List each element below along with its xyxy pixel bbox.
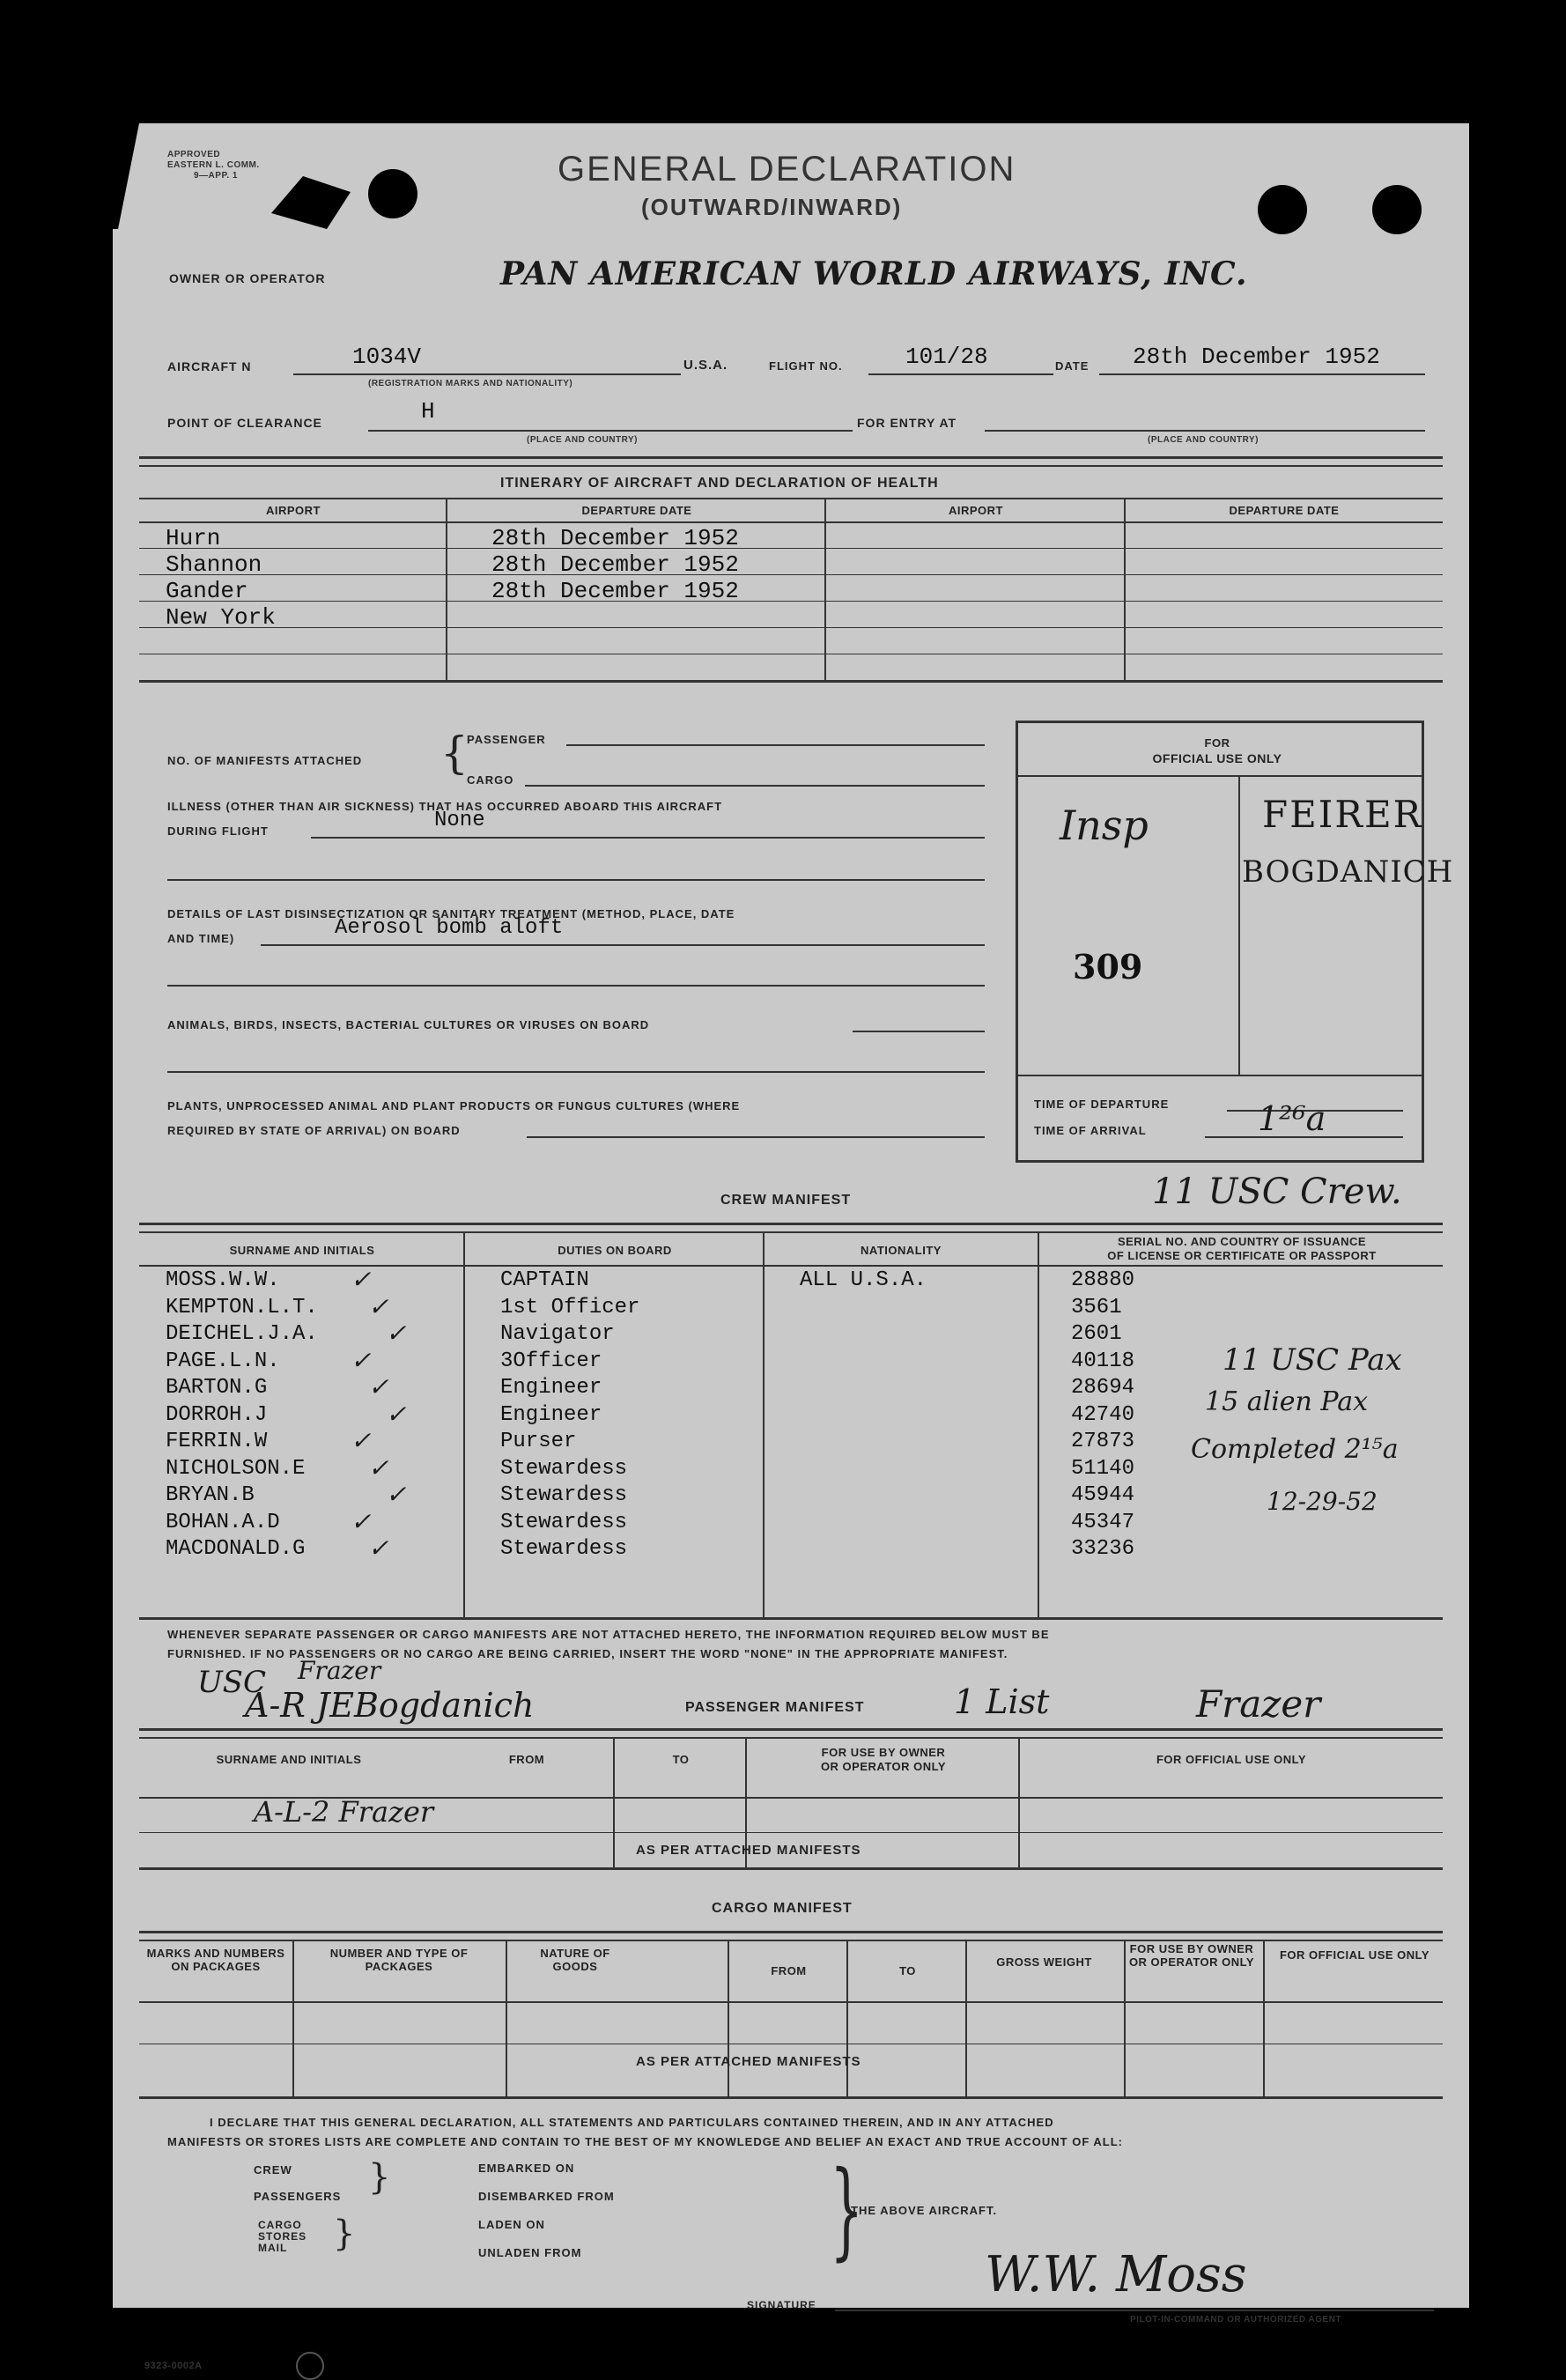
aircraft-line bbox=[293, 373, 681, 375]
crew-check-2: ✓ bbox=[368, 1292, 389, 1321]
crew-col-serial-1: SERIAL NO. AND COUNTRY OF ISSUANCE bbox=[1117, 1235, 1367, 1248]
signature-line bbox=[835, 2310, 1434, 2311]
cargo-header-bottom bbox=[139, 2001, 1443, 2003]
approval-line-3: 9—APP. 1 bbox=[194, 171, 238, 181]
itin-vline-1 bbox=[446, 498, 447, 683]
crew-serial-8: 51140 bbox=[1071, 1457, 1135, 1481]
aircraft-value: 1034V bbox=[352, 344, 422, 370]
official-name-2: BOGDANICH bbox=[1242, 854, 1454, 890]
decl-brace-3: } bbox=[830, 2149, 864, 2272]
crew-check-4: ✓ bbox=[351, 1346, 372, 1375]
cargo-rule-1 bbox=[139, 1931, 1443, 1933]
official-bottom-rule bbox=[1016, 1075, 1422, 1076]
crew-annot-2: 15 alien Pax bbox=[1205, 1386, 1369, 1417]
arrival-time-value: 1²⁶a bbox=[1258, 1099, 1326, 1138]
cargo-vline-7 bbox=[1263, 1940, 1265, 2098]
passenger-hand-6: A-L-2 Frazer bbox=[254, 1795, 434, 1829]
plants-line bbox=[527, 1136, 985, 1138]
decl-embarked: EMBARKED ON bbox=[478, 2162, 575, 2175]
entry-label: FOR ENTRY AT bbox=[857, 416, 957, 430]
crew-serial-7: 27873 bbox=[1071, 1430, 1135, 1453]
crew-annot-3: Completed 2¹⁵a bbox=[1191, 1434, 1399, 1465]
crew-serial-4: 40118 bbox=[1071, 1349, 1135, 1373]
crew-col-nationality: NATIONALITY bbox=[861, 1244, 942, 1257]
decl-unladen: UNLADEN FROM bbox=[478, 2246, 582, 2259]
itin-header-top bbox=[139, 498, 1443, 499]
itin-vline-2 bbox=[824, 498, 826, 683]
pax-col-official: FOR OFFICIAL USE ONLY bbox=[1156, 1753, 1307, 1766]
passenger-hand-4: 1 List bbox=[954, 1682, 1050, 1721]
itin-header-bottom bbox=[139, 521, 1443, 523]
crew-check-6: ✓ bbox=[386, 1400, 407, 1429]
approval-line-2: EASTERN L. COMM. bbox=[167, 160, 260, 170]
crew-duty-6: Engineer bbox=[500, 1403, 602, 1427]
passenger-line bbox=[566, 744, 985, 746]
aircraft-label: AIRCRAFT N bbox=[167, 359, 252, 373]
crew-name-11: MACDONALD.G bbox=[166, 1537, 306, 1561]
crew-col-name: SURNAME AND INITIALS bbox=[229, 1244, 375, 1257]
clearance-label: POINT OF CLEARANCE bbox=[167, 416, 322, 430]
itin-airport-2: Shannon bbox=[166, 551, 262, 578]
notice-line-1: WHENEVER SEPARATE PASSENGER OR CARGO MANIFESTS ARE NOT ATTACHED HERETO, THE INFORMATION REQUIRED BELOW MUST BE bbox=[167, 1628, 1050, 1641]
crew-check-1: ✓ bbox=[351, 1265, 372, 1294]
declaration-line-1: I DECLARE THAT THIS GENERAL DECLARATION, ALL STATEMENTS AND PARTICULARS CONTAINED THEREIN, AND IN ANY ATTACHED bbox=[210, 2116, 1054, 2129]
place-note-2: (PLACE AND COUNTRY) bbox=[1148, 435, 1259, 445]
itin-bottom bbox=[139, 680, 1443, 683]
plants-label-2: REQUIRED BY STATE OF ARRIVAL) ON BOARD bbox=[167, 1124, 461, 1137]
crew-name-6: DORROH.J bbox=[166, 1403, 268, 1427]
pax-col-from: FROM bbox=[508, 1753, 545, 1766]
crew-check-10: ✓ bbox=[351, 1507, 372, 1536]
pax-col-name: SURNAME AND INITIALS bbox=[216, 1753, 362, 1766]
cargo-vline-3 bbox=[728, 1940, 729, 2098]
official-vline bbox=[1238, 775, 1240, 1075]
crew-duty-8: Stewardess bbox=[500, 1457, 628, 1481]
notice-line-2: FURNISHED. IF NO PASSENGERS OR NO CARGO ARE BEING CARRIED, INSERT THE WORD "NONE" IN THE APPROPRIATE MANIFEST. bbox=[167, 1647, 1008, 1660]
crew-name-7: FERRIN.W bbox=[166, 1430, 268, 1453]
declaration-form bbox=[113, 123, 1469, 2371]
itin-col-departure-2: DEPARTURE DATE bbox=[1229, 504, 1340, 517]
signature-label: SIGNATURE bbox=[747, 2299, 816, 2311]
crew-nationality-all: ALL U.S.A. bbox=[800, 1268, 927, 1292]
cargo-rule-2 bbox=[139, 1940, 1443, 1941]
pax-vline-1 bbox=[613, 1737, 615, 1869]
registration-note: (REGISTRATION MARKS AND NATIONALITY) bbox=[368, 379, 573, 388]
cargo-col-1: MARKS AND NUMBERS ON PACKAGES bbox=[146, 1947, 285, 1973]
cargo-vline-2 bbox=[506, 1940, 507, 2098]
itin-airport-1: Hurn bbox=[166, 525, 221, 551]
torn-corner bbox=[113, 123, 139, 229]
crew-vline-3 bbox=[1038, 1231, 1039, 1619]
crew-duty-9: Stewardess bbox=[500, 1483, 628, 1507]
crew-serial-2: 3561 bbox=[1071, 1296, 1122, 1319]
crew-duty-5: Engineer bbox=[500, 1376, 602, 1400]
crew-check-9: ✓ bbox=[386, 1480, 407, 1509]
manifests-label: NO. OF MANIFESTS ATTACHED bbox=[167, 754, 363, 767]
crew-duty-7: Purser bbox=[500, 1430, 577, 1453]
disinsect-value: Aerosol bomb aloft bbox=[335, 916, 564, 940]
cargo-vline-6 bbox=[1124, 1940, 1126, 2098]
cargo-title: CARGO MANIFEST bbox=[712, 1901, 853, 1916]
crew-serial-5: 28694 bbox=[1071, 1376, 1135, 1400]
itin-airport-3: Gander bbox=[166, 578, 248, 604]
crew-vline-1 bbox=[463, 1231, 465, 1619]
decl-laden: LADEN ON bbox=[478, 2218, 545, 2231]
form-title: GENERAL DECLARATION bbox=[558, 150, 1016, 188]
itin-col-departure: DEPARTURE DATE bbox=[581, 504, 692, 517]
official-title-rule bbox=[1016, 775, 1422, 777]
form-code: 9323-0002A bbox=[144, 2361, 203, 2371]
crew-duty-2: 1st Officer bbox=[500, 1296, 640, 1319]
decl-brace-1: } bbox=[368, 2157, 391, 2198]
disinsect-label-2: AND TIME) bbox=[167, 932, 235, 945]
decl-mail: MAIL bbox=[258, 2242, 288, 2254]
cargo-attached: AS PER ATTACHED MANIFESTS bbox=[636, 2054, 861, 2069]
passenger-hand-2: A-R JEBogdanich bbox=[245, 1686, 535, 1725]
departure-time-label: TIME OF DEPARTURE bbox=[1034, 1098, 1170, 1111]
cargo-col-5: TO bbox=[899, 1964, 916, 1977]
crew-duty-11: Stewardess bbox=[500, 1537, 628, 1561]
crew-serial-11: 33236 bbox=[1071, 1537, 1135, 1561]
itin-date-3: 28th December 1952 bbox=[491, 578, 739, 604]
crew-col-duties: DUTIES ON BOARD bbox=[558, 1244, 672, 1257]
crew-serial-10: 45347 bbox=[1071, 1511, 1135, 1534]
crew-name-2: KEMPTON.L.T. bbox=[166, 1296, 318, 1319]
pax-col-owner-2: OR OPERATOR ONLY bbox=[820, 1760, 947, 1773]
cargo-vline-1 bbox=[292, 1940, 294, 2098]
nationality: U.S.A. bbox=[683, 358, 728, 373]
crew-check-3: ✓ bbox=[386, 1319, 407, 1348]
cargo-vline-4 bbox=[846, 1940, 848, 2098]
crew-serial-1: 28880 bbox=[1071, 1268, 1135, 1292]
rule-1 bbox=[139, 456, 1443, 459]
illness-line-2 bbox=[167, 879, 985, 881]
crew-name-10: BOHAN.A.D bbox=[166, 1511, 280, 1534]
crew-name-4: PAGE.L.N. bbox=[166, 1349, 280, 1373]
place-note-1: (PLACE AND COUNTRY) bbox=[527, 435, 638, 445]
passenger-hand-5: Frazer bbox=[1196, 1682, 1321, 1726]
decl-stores: STORES bbox=[258, 2230, 307, 2243]
cargo-col-2: NUMBER AND TYPE OF PACKAGES bbox=[329, 1947, 469, 1973]
cargo-col-4: FROM bbox=[771, 1964, 807, 1977]
pax-rule-1 bbox=[139, 1728, 1443, 1731]
passenger-title: PASSENGER MANIFEST bbox=[685, 1700, 865, 1715]
passenger-label: PASSENGER bbox=[467, 733, 546, 746]
crew-duty-4: 3Officer bbox=[500, 1349, 602, 1373]
decl-cargo: CARGO bbox=[258, 2219, 302, 2231]
illness-label-1: ILLNESS (OTHER THAN AIR SICKNESS) THAT HAS OCCURRED ABOARD THIS AIRCRAFT bbox=[167, 800, 723, 813]
itin-row-line-1 bbox=[139, 548, 1443, 549]
crew-name-9: BRYAN.B bbox=[166, 1483, 255, 1507]
crew-serial-6: 42740 bbox=[1071, 1403, 1135, 1427]
date-line bbox=[1099, 373, 1425, 375]
official-number: 309 bbox=[1073, 947, 1143, 987]
date-label: DATE bbox=[1055, 359, 1090, 373]
crew-check-11: ✓ bbox=[368, 1534, 389, 1563]
disinsect-line-1 bbox=[261, 944, 985, 946]
pax-rule-2 bbox=[139, 1737, 1443, 1739]
crew-title: CREW MANIFEST bbox=[720, 1193, 852, 1208]
crew-name-5: BARTON.G bbox=[166, 1376, 268, 1400]
itin-col-airport: AIRPORT bbox=[266, 504, 321, 517]
illness-label-2: DURING FLIGHT bbox=[167, 824, 269, 838]
crew-annot-4: 12-29-52 bbox=[1267, 1487, 1378, 1516]
itinerary-title: ITINERARY OF AIRCRAFT AND DECLARATION OF HEALTH bbox=[500, 476, 939, 491]
entry-line bbox=[985, 430, 1425, 432]
rule-2 bbox=[139, 465, 1443, 467]
crew-note: 11 USC Crew. bbox=[1152, 1172, 1402, 1212]
crew-col-serial-2: OF LICENSE OR CERTIFICATE OR PASSPORT bbox=[1107, 1249, 1377, 1262]
declaration-line-2: MANIFESTS OR STORES LISTS ARE COMPLETE AND CONTAIN TO THE BEST OF MY KNOWLEDGE AND BELIEF AN EXACT AND TRUE ACCOUNT OF ALL: bbox=[167, 2135, 1124, 2148]
crew-check-8: ✓ bbox=[368, 1453, 389, 1482]
cargo-col-6: GROSS WEIGHT bbox=[996, 1955, 1092, 1969]
plants-label-1: PLANTS, UNPROCESSED ANIMAL AND PLANT PRODUCTS OR FUNGUS CULTURES (WHERE bbox=[167, 1099, 741, 1112]
crew-vline-2 bbox=[763, 1231, 765, 1619]
itin-col-airport-2: AIRPORT bbox=[949, 504, 1003, 517]
signature-value: W.W. Moss bbox=[985, 2246, 1247, 2303]
disinsect-label-1: DETAILS OF LAST DISINSECTIZATION OR SANITARY TREATMENT (METHOD, PLACE, DATE bbox=[167, 907, 735, 920]
itin-vline-3 bbox=[1124, 498, 1126, 683]
clearance-value: H bbox=[421, 398, 435, 425]
official-insp: Insp bbox=[1060, 802, 1149, 849]
passenger-hand-3: Frazer bbox=[298, 1656, 381, 1685]
decl-crew: CREW bbox=[254, 2163, 292, 2177]
punch-hole-1 bbox=[368, 169, 417, 218]
cargo-col-8: FOR OFFICIAL USE ONLY bbox=[1279, 1948, 1430, 1962]
crew-duty-1: CAPTAIN bbox=[500, 1268, 589, 1292]
crew-check-7: ✓ bbox=[351, 1426, 372, 1455]
cargo-col-7: FOR USE BY OWNER OR OPERATOR ONLY bbox=[1128, 1942, 1255, 1969]
union-label-icon bbox=[296, 2352, 324, 2380]
pax-attached: AS PER ATTACHED MANIFESTS bbox=[636, 1843, 861, 1858]
disinsect-line-2 bbox=[167, 985, 985, 987]
crew-bottom bbox=[139, 1617, 1443, 1620]
crew-rule-1 bbox=[139, 1223, 1443, 1225]
cargo-label: CARGO bbox=[467, 773, 514, 787]
decl-brace-2: } bbox=[333, 2214, 356, 2254]
manifests-brace: { bbox=[440, 728, 469, 779]
cargo-col-3: NATURE OF GOODS bbox=[540, 1947, 610, 1973]
decl-aircraft: THE ABOVE AIRCRAFT. bbox=[851, 2204, 998, 2217]
cargo-vline-5 bbox=[965, 1940, 967, 2098]
crew-name-1: MOSS.W.W. bbox=[166, 1268, 280, 1292]
animals-line-1 bbox=[853, 1031, 985, 1032]
punch-hole-3 bbox=[1372, 185, 1422, 234]
cargo-line bbox=[525, 785, 985, 787]
pax-col-to: TO bbox=[672, 1753, 690, 1766]
official-name-1: FEIRER bbox=[1262, 793, 1423, 836]
itin-airport-4: New York bbox=[166, 604, 276, 631]
flight-value: 101/28 bbox=[905, 344, 988, 370]
passenger-hand-1: USC bbox=[197, 1665, 266, 1700]
pax-row-line bbox=[139, 1832, 1443, 1833]
crew-annot-1: 11 USC Pax bbox=[1223, 1342, 1402, 1378]
crew-duty-10: Stewardess bbox=[500, 1511, 628, 1534]
owner-label: OWNER OR OPERATOR bbox=[169, 271, 326, 285]
crew-name-8: NICHOLSON.E bbox=[166, 1457, 306, 1481]
arrival-time-label: TIME OF ARRIVAL bbox=[1034, 1124, 1147, 1137]
itin-row-line-2 bbox=[139, 574, 1443, 575]
illness-value: None bbox=[434, 809, 485, 832]
crew-rule-2 bbox=[139, 1231, 1443, 1233]
itin-row-line-4 bbox=[139, 627, 1443, 628]
decl-passengers: PASSENGERS bbox=[254, 2190, 342, 2203]
owner-value: PAN AMERICAN WORLD AIRWAYS, INC. bbox=[500, 255, 1248, 292]
punch-hole-2 bbox=[1258, 185, 1307, 234]
flight-label: FLIGHT NO. bbox=[769, 359, 843, 373]
official-use-box bbox=[1016, 721, 1424, 1163]
animals-line-2 bbox=[167, 1071, 985, 1073]
form-subtitle: (OUTWARD/INWARD) bbox=[641, 194, 903, 220]
crew-duty-3: Navigator bbox=[500, 1322, 615, 1346]
cargo-bottom bbox=[139, 2096, 1443, 2099]
crew-serial-9: 45944 bbox=[1071, 1483, 1135, 1507]
illness-line-1 bbox=[311, 837, 985, 839]
crew-header-bottom bbox=[139, 1265, 1443, 1267]
approval-line-1: APPROVED bbox=[167, 150, 221, 159]
pax-bottom bbox=[139, 1867, 1443, 1870]
animals-label: ANIMALS, BIRDS, INSECTS, BACTERIAL CULTURES OR VIRUSES ON BOARD bbox=[167, 1018, 650, 1031]
pax-col-owner-1: FOR USE BY OWNER bbox=[821, 1746, 946, 1759]
crew-serial-3: 2601 bbox=[1071, 1322, 1122, 1346]
crew-name-3: DEICHEL.J.A. bbox=[166, 1322, 318, 1346]
official-title-2: OFFICIAL USE ONLY bbox=[1152, 751, 1282, 765]
clearance-line bbox=[368, 430, 853, 432]
date-value: 28th December 1952 bbox=[1133, 344, 1380, 370]
flight-line bbox=[868, 373, 1053, 375]
torn-edge bbox=[271, 176, 351, 229]
itin-date-2: 28th December 1952 bbox=[491, 551, 739, 578]
pax-vline-3 bbox=[1018, 1737, 1020, 1869]
itin-row-line-3 bbox=[139, 601, 1443, 602]
decl-disembarked: DISEMBARKED FROM bbox=[478, 2190, 615, 2203]
crew-check-5: ✓ bbox=[368, 1372, 389, 1401]
official-title-1: FOR bbox=[1204, 736, 1230, 750]
pilot-label: PILOT-IN-COMMAND OR AUTHORIZED AGENT bbox=[1130, 2315, 1342, 2325]
itin-date-1: 28th December 1952 bbox=[491, 525, 739, 551]
